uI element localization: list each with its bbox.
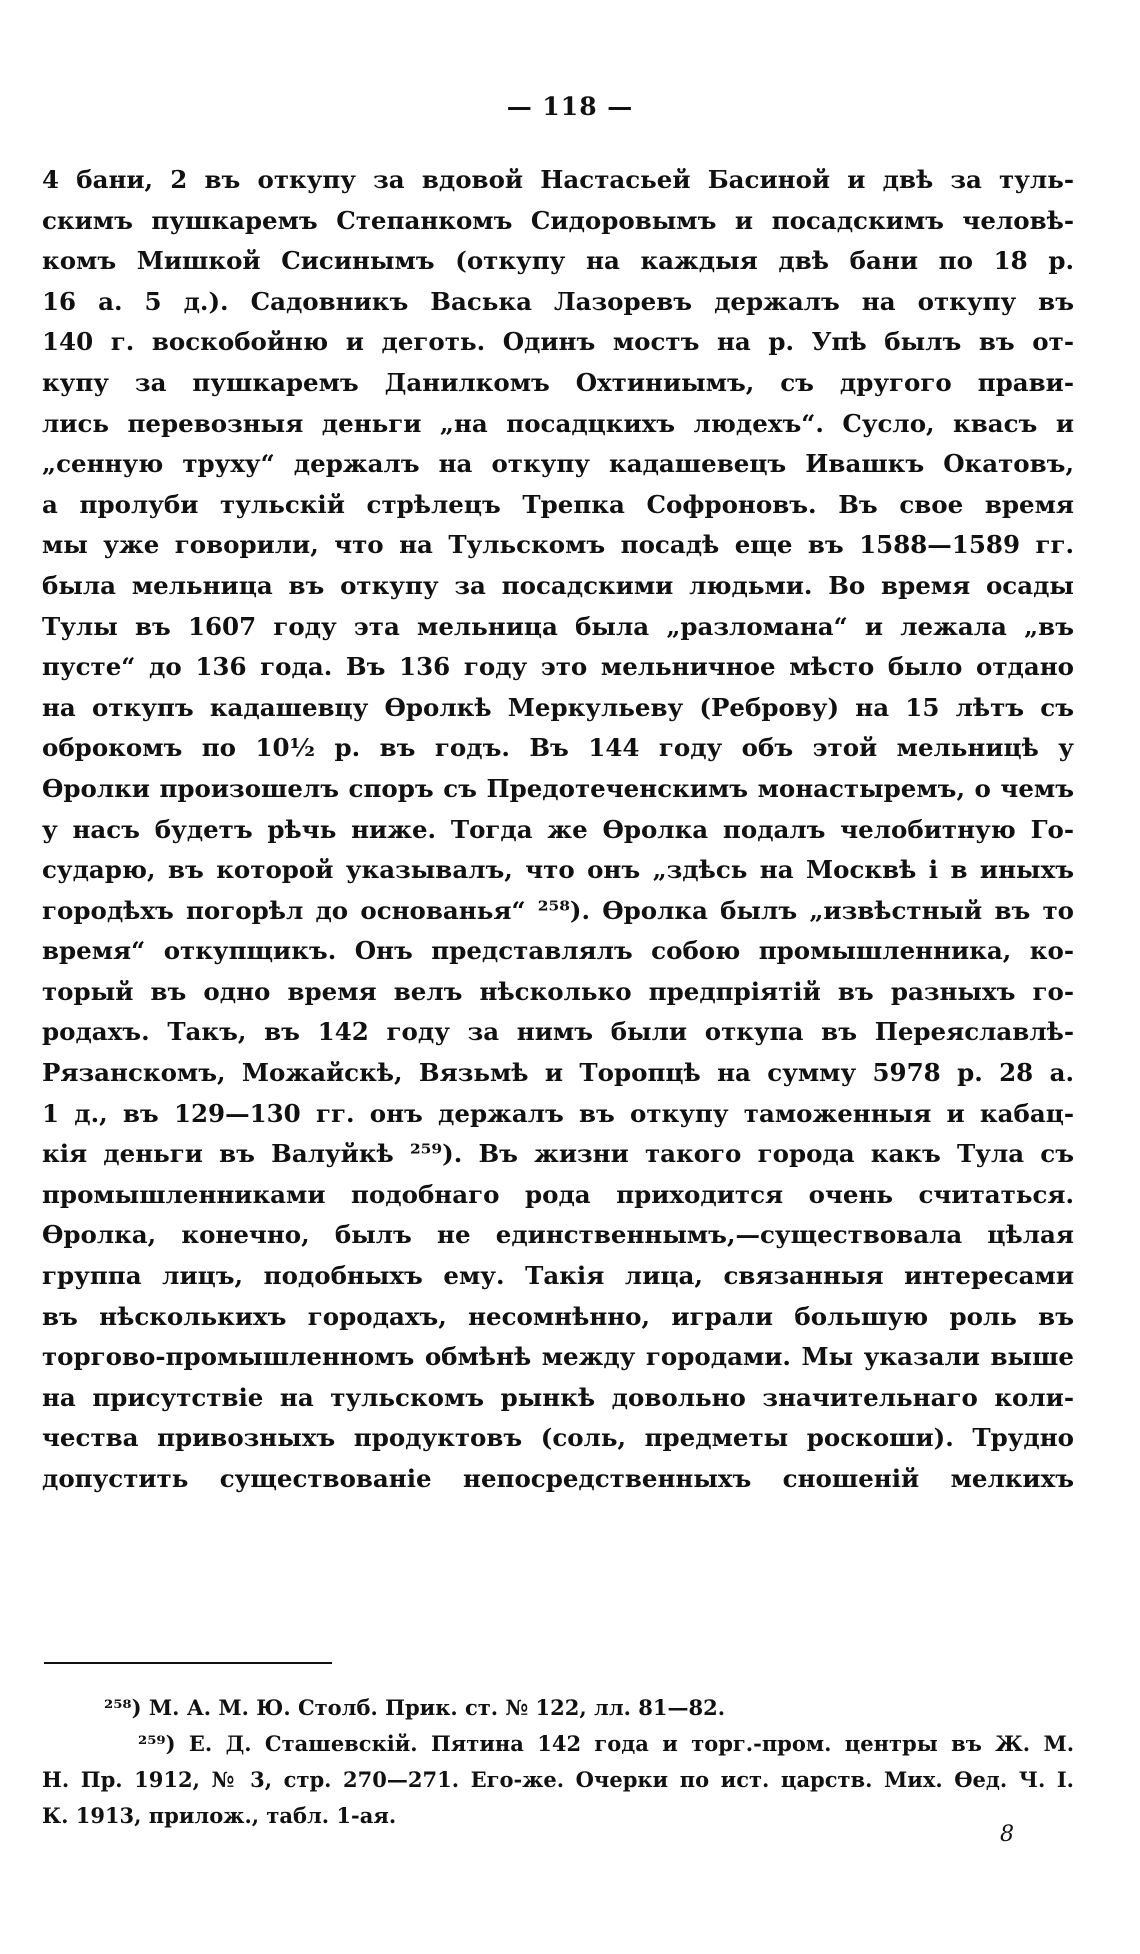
footnote-258: ²⁵⁸) М. А. М. Ю. Столб. Прик. ст. № 122, лл. 81—82. — [104, 1695, 726, 1720]
text-line: торгово-промышленномъ обмѣнѣ между городами. Мы указали выше — [42, 1342, 1074, 1372]
footnote-259-line-2: Н. Пр. 1912, № 3, стр. 270—271. Его-же. Очерки по ист. царств. Мих. Өед. Ч. I. — [42, 1767, 1074, 1792]
text-line: лись перевозныя деньги „на посадцкихъ людехъ“. Сусло, квасъ и — [42, 408, 1074, 438]
body-text — [42, 160, 1074, 1500]
text-line: 16 а. 5 д.). Садовникъ Васька Лазоревъ держалъ на откупу въ — [42, 286, 1074, 316]
text-line: оброкомъ по 10½ р. въ годъ. Въ 144 году объ этой мельницѣ у — [42, 733, 1074, 763]
footnotes — [42, 1690, 1074, 1834]
text-line: а пролуби тульскій стрѣлецъ Трепка Софроновъ. Въ свое время — [42, 489, 1074, 519]
text-line: 140 г. воскобойню и деготь. Одинъ мостъ на р. Упѣ былъ въ от- — [42, 327, 1074, 357]
text-line: Тулы въ 1607 году эта мельница была „разломана“ и лежала „въ — [42, 611, 1074, 641]
text-line: мы уже говорили, что на Тульскомъ посадѣ еще въ 1588—1589 гг. — [42, 530, 1074, 560]
text-line: у насъ будетъ рѣчь ниже. Тогда же Өролка подалъ челобитную Го- — [42, 814, 1074, 844]
text-line: родахъ. Такъ, въ 142 году за нимъ были откупа въ Переяславлѣ- — [42, 1017, 1074, 1047]
text-line: на присутствіе на тульскомъ рынкѣ довольно значительнаго коли- — [42, 1382, 1074, 1412]
text-line: 4 бани, 2 въ откупу за вдовой Настасьей Басиной и двѣ за туль- — [42, 165, 1074, 194]
text-line: Өролка, конечно, былъ не единственнымъ,—существовала цѣлая — [42, 1220, 1074, 1250]
text-line: комъ Мишкой Сисинымъ (откупу на каждыя двѣ бани по 18 р. — [42, 246, 1074, 276]
text-line: на откупъ кадашевцу Өролкѣ Меркульеву (Реброву) на 15 лѣтъ съ — [42, 692, 1074, 722]
text-line: Рязанскомъ, Можайскѣ, Вязьмѣ и Торопцѣ на сумму 5978 р. 28 а. — [42, 1058, 1074, 1088]
text-line: промышленниками подобнаго рода приходится очень считаться. — [42, 1179, 1074, 1209]
text-line: допустить существованіе непосредственныхъ сношеній мелкихъ — [42, 1464, 1074, 1493]
text-line: купу за пушкаремъ Данилкомъ Охтиниымъ, съ другого прави- — [42, 367, 1074, 397]
text-line: въ нѣсколькихъ городахъ, несомнѣнно, играли большую роль въ — [42, 1301, 1074, 1331]
text-line: была мельница въ откупу за посадскими людьми. Во время осады — [42, 570, 1074, 600]
text-line: Өролки произошелъ споръ съ Предотеченскимъ монастыремъ, о чемъ — [42, 773, 1074, 803]
footnote-259-line-1: ²⁵⁹) Е. Д. Сташевскій. Пятина 142 года и торг.-пром. центры въ Ж. М. — [138, 1731, 1074, 1756]
text-line: время“ откупщикъ. Онъ представлялъ собою промышленника, ко- — [42, 936, 1074, 966]
signature-mark: 8 — [1000, 1822, 1014, 1847]
text-line: 1 д., въ 129—130 гг. онъ держалъ въ откупу таможенныя и кабац- — [42, 1098, 1074, 1128]
text-line: городѣхъ погорѣл до основанья“ ²⁵⁸). Өролка былъ „извѣстный въ то — [42, 895, 1074, 925]
page-number: — 118 — — [506, 92, 634, 121]
text-line: „сенную труху“ держалъ на откупу кадашевецъ Ивашкъ Окатовъ, — [42, 449, 1074, 479]
text-line: сударю, въ которой указывалъ, что онъ „здѣсь на Москвѣ і в иныхъ — [42, 855, 1074, 885]
text-line: торый въ одно время велъ нѣсколько предпріятій въ разныхъ го- — [42, 976, 1074, 1006]
text-line: группа лицъ, подобныхъ ему. Такія лица, связанныя интересами — [42, 1261, 1074, 1291]
text-line: пусте“ до 136 года. Въ 136 году это мельничное мѣсто было отдано — [42, 652, 1074, 682]
footnote-divider — [44, 1662, 332, 1664]
footnote-259-line-3: К. 1913, прилож., табл. 1-ая. — [42, 1803, 397, 1828]
text-line: кія деньги въ Валуйкѣ ²⁵⁹). Въ жизни такого города какъ Тула съ — [42, 1139, 1074, 1169]
text-line: чества привозныхъ продуктовъ (соль, предметы роскоши). Трудно — [42, 1423, 1074, 1453]
text-line: скимъ пушкаремъ Степанкомъ Сидоровымъ и посадскимъ человѣ- — [42, 205, 1074, 235]
